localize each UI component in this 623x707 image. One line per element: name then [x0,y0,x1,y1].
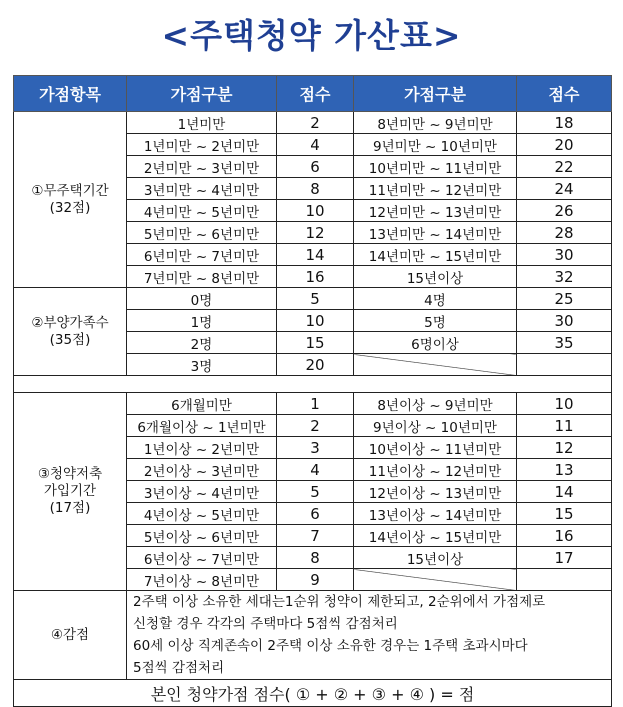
criteria-cell: 1년이상 ~ 2년미만 [127,437,277,459]
category-label-line: ①무주택기간 [31,182,109,199]
score-cell: 35 [517,332,612,354]
total-row [14,680,612,707]
score-cell: 22 [517,156,612,178]
deduction-note-line: 5점씩 감점처리 [133,660,225,676]
score-cell: 12 [517,437,612,459]
criteria-cell: 6개월이상 ~ 1년미만 [127,415,277,437]
score-cell: 2 [277,112,354,134]
table-row [14,288,612,310]
criteria-cell: 3명 [127,354,277,376]
table-row [14,112,612,134]
score-cell: 14 [277,244,354,266]
spacer-row [14,376,612,393]
criteria-cell: 7년미만 ~ 8년미만 [127,266,277,288]
score-cell: 10 [277,200,354,222]
header-row [14,76,612,112]
score-cell: 9 [277,569,354,591]
score-cell: 11 [517,415,612,437]
score-cell: 20 [277,354,354,376]
score-cell: 16 [277,266,354,288]
score-cell: 16 [517,525,612,547]
score-cell: 18 [517,112,612,134]
criteria-cell: 11년미만 ~ 12년미만 [354,178,517,200]
criteria-cell: 9년미만 ~ 10년미만 [354,134,517,156]
score-cell: 5 [277,288,354,310]
criteria-cell: 13년미만 ~ 14년미만 [354,222,517,244]
score-cell: 8 [277,547,354,569]
score-cell: 13 [517,459,612,481]
header-criteria: 가점구분 [127,76,277,112]
category-label-line: (17점) [49,500,91,516]
category-label-line: (35점) [49,331,91,348]
criteria-cell: 6년이상 ~ 7년미만 [127,547,277,569]
criteria-cell: 4년미만 ~ 5년미만 [127,200,277,222]
category-label [14,288,127,376]
total-formula: 본인 청약가점 점수( ① + ② + ③ + ④ ) = 점 [14,680,612,707]
score-cell [517,569,612,591]
score-cell: 4 [277,134,354,156]
score-cell: 2 [277,415,354,437]
category-label [14,393,127,591]
score-cell: 4 [277,459,354,481]
score-cell: 15 [517,503,612,525]
criteria-cell: 7년이상 ~ 8년미만 [127,569,277,591]
header-score: 점수 [517,76,612,112]
score-cell: 6 [277,156,354,178]
criteria-cell: 15년이상 [354,547,517,569]
deduction-row [14,591,612,680]
criteria-cell: 5년이상 ~ 6년미만 [127,525,277,547]
category-label-line: ③청약저축 [37,466,103,482]
criteria-cell: 6년미만 ~ 7년미만 [127,244,277,266]
criteria-cell: 9년이상 ~ 10년미만 [354,415,517,437]
score-cell: 28 [517,222,612,244]
category-label [14,112,127,288]
score-cell: 30 [517,244,612,266]
score-cell: 15 [277,332,354,354]
criteria-cell: 15년이상 [354,266,517,288]
score-cell: 6 [277,503,354,525]
category-label-line: ②부양가족수 [31,314,109,331]
criteria-cell: 4년이상 ~ 5년미만 [127,503,277,525]
score-cell: 30 [517,310,612,332]
score-cell: 26 [517,200,612,222]
deduction-notes [127,591,612,680]
criteria-cell: 6명이상 [354,332,517,354]
criteria-cell: 10년미만 ~ 11년미만 [354,156,517,178]
criteria-cell: 2년미만 ~ 3년미만 [127,156,277,178]
criteria-cell: 4명 [354,288,517,310]
score-table [13,75,612,707]
deduction-note-line: 60세 이상 직계존속이 2주택 이상 소유한 경우는 1주택 초과시마다 [133,638,528,654]
score-cell: 24 [517,178,612,200]
score-cell: 10 [277,310,354,332]
criteria-cell: 2명 [127,332,277,354]
criteria-cell: 2년이상 ~ 3년미만 [127,459,277,481]
category-label-line: (32점) [49,199,91,216]
score-cell: 25 [517,288,612,310]
score-cell: 14 [517,481,612,503]
score-cell: 17 [517,547,612,569]
score-cell: 20 [517,134,612,156]
criteria-cell: 1년미만 ~ 2년미만 [127,134,277,156]
deduction-note-line: 2주택 이상 소유한 세대는1순위 청약이 제한되고, 2순위에서 가점제로 [133,594,546,610]
table-row [14,393,612,415]
header-category: 가점항목 [14,76,127,112]
score-cell: 12 [277,222,354,244]
criteria-cell: 13년이상 ~ 14년미만 [354,503,517,525]
score-cell: 5 [277,481,354,503]
criteria-cell: 11년이상 ~ 12년미만 [354,459,517,481]
category-label-line: 가입기간 [43,483,97,499]
criteria-cell: 5년미만 ~ 6년미만 [127,222,277,244]
empty-diagonal-cell [354,354,517,376]
score-cell: 3 [277,437,354,459]
criteria-cell: 14년이상 ~ 15년미만 [354,525,517,547]
score-cell [517,354,612,376]
header-score: 점수 [277,76,354,112]
criteria-cell: 12년이상 ~ 13년미만 [354,481,517,503]
criteria-cell: 3년미만 ~ 4년미만 [127,178,277,200]
score-cell: 7 [277,525,354,547]
criteria-cell: 10년이상 ~ 11년미만 [354,437,517,459]
criteria-cell: 12년미만 ~ 13년미만 [354,200,517,222]
score-cell: 32 [517,266,612,288]
score-cell: 8 [277,178,354,200]
empty-diagonal-cell [354,569,517,591]
criteria-cell: 1명 [127,310,277,332]
criteria-cell: 1년미만 [127,112,277,134]
criteria-cell: 5명 [354,310,517,332]
score-cell: 10 [517,393,612,415]
criteria-cell: 0명 [127,288,277,310]
score-cell: 1 [277,393,354,415]
header-criteria: 가점구분 [354,76,517,112]
deduction-note-line: 신청할 경우 각각의 주택마다 5점씩 감점처리 [133,616,398,632]
criteria-cell: 6개월미만 [127,393,277,415]
criteria-cell: 8년미만 ~ 9년미만 [354,112,517,134]
page-title: <주택청약 가산표> [161,16,462,55]
criteria-cell: 3년이상 ~ 4년미만 [127,481,277,503]
category-label: ④감점 [14,591,127,680]
criteria-cell: 14년미만 ~ 15년미만 [354,244,517,266]
criteria-cell: 8년이상 ~ 9년미만 [354,393,517,415]
spacer-cell [14,376,612,393]
